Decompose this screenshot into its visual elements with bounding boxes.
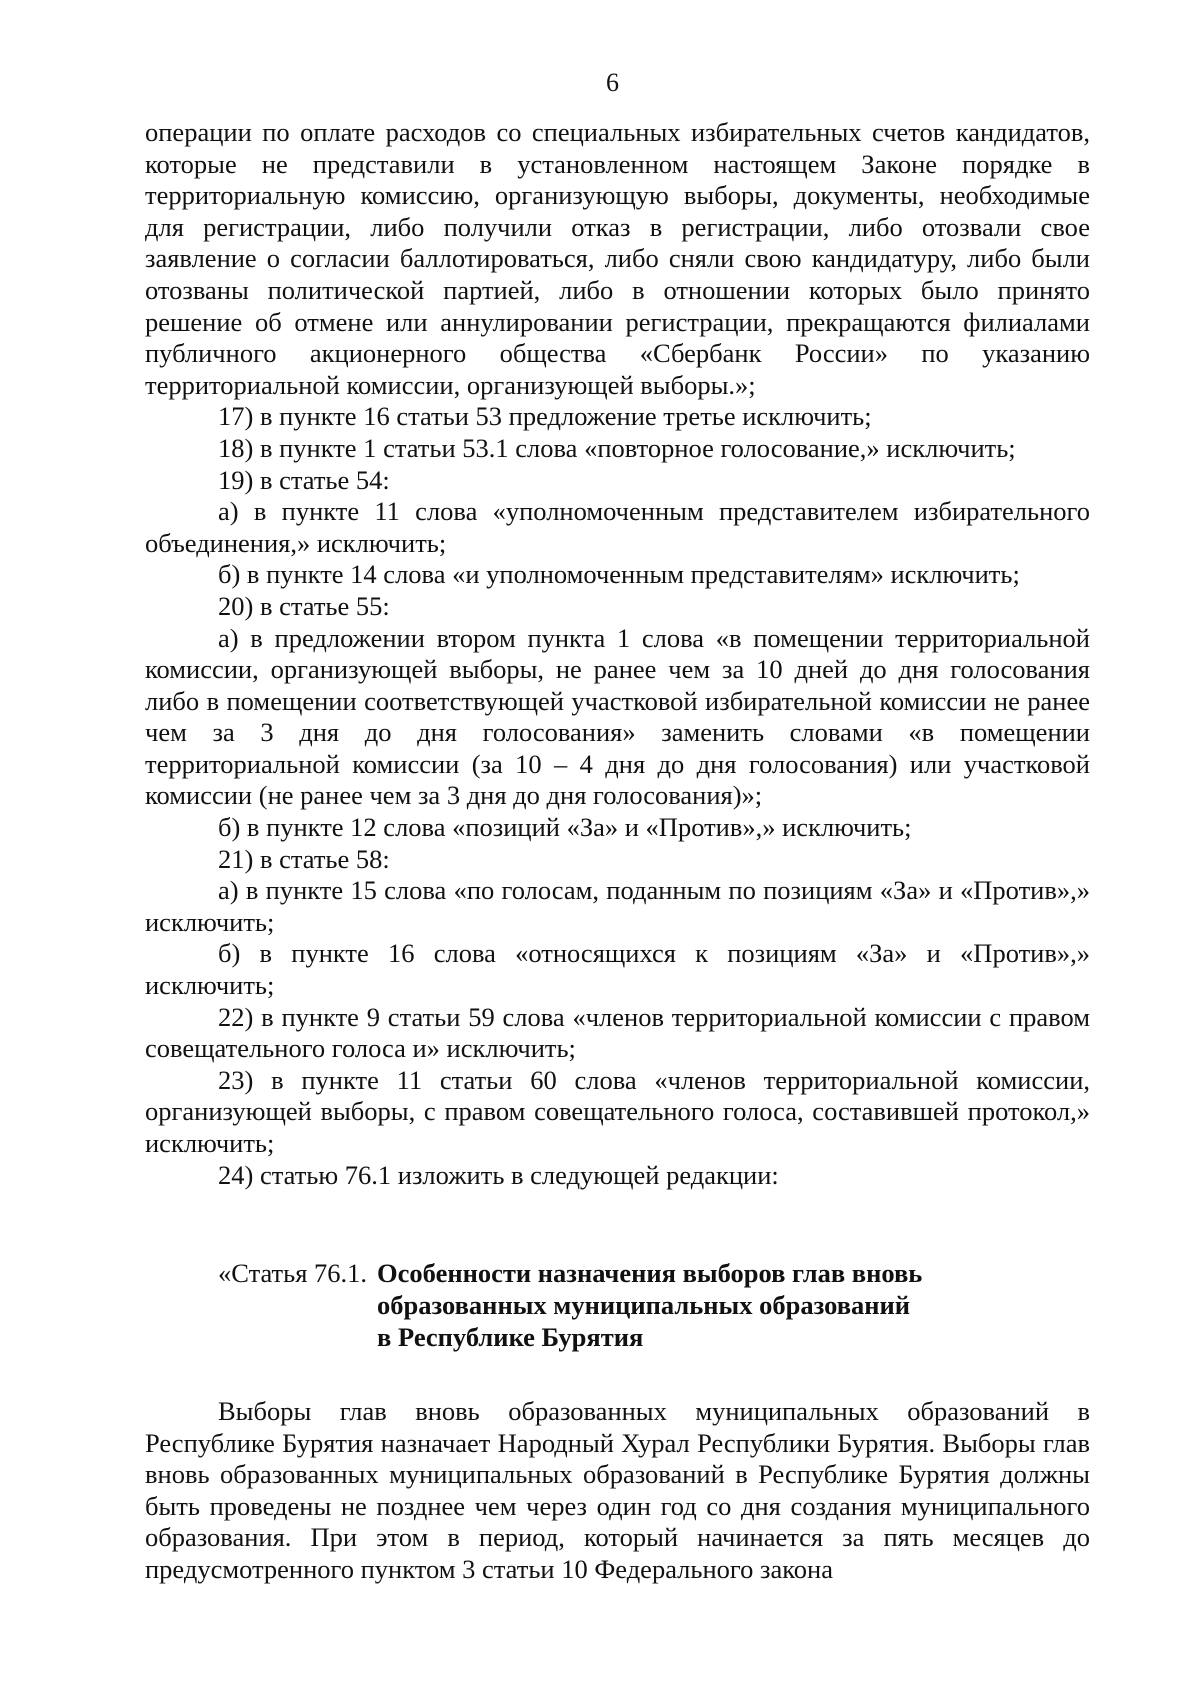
paragraph-item-19a: а) в пункте 11 слова «уполномоченным представителем избирательного объединения,» исключить; <box>145 496 1090 558</box>
paragraph-item-23: 23) в пункте 11 статьи 60 слова «членов территориальной комиссии, организующей выборы, с правом совещательного голоса, составившей протокол,» исключить; <box>145 1064 1090 1158</box>
paragraph-item-18: 18) в пункте 1 статьи 53.1 слова «повторное голосование,» исключить; <box>218 432 1016 463</box>
article-title-line: в Республике Бурятия <box>377 1322 644 1352</box>
article-title-line: образованных муниципальных образований <box>377 1290 911 1320</box>
paragraph-item-20: 20) в статье 55: <box>218 590 390 621</box>
paragraph-item-20b: б) в пункте 12 слова «позиций «За» и «Против»,» исключить; <box>218 812 912 843</box>
page-number: 6 <box>606 68 619 97</box>
paragraph-item-21: 21) в статье 58: <box>218 843 390 874</box>
amendment-list <box>145 117 1090 1191</box>
paragraph-item-22: 22) в пункте 9 статьи 59 слова «членов территориальной комиссии с правом совещательного голоса и» исключить; <box>145 1001 1090 1064</box>
article-body <box>145 1396 1090 1586</box>
paragraph-item-19: 19) в статье 54: <box>218 464 390 495</box>
article-heading <box>218 1257 1098 1353</box>
article-paragraph: Выборы глав вновь образованных муниципальных образований в Республике Бурятия назначает Народный Хурал Республики Бурятия. Выборы глав вновь образованных муниципальных образований в Республике Бурятия должны быть проведены не позднее чем через один год со дня создания муниципального образования. При этом в период, который начинается за пять месяцев до предусмотренного пунктом 3 статьи 10 Федерального закона <box>145 1396 1090 1584</box>
article-title-line: Особенности назначения выборов глав вновь <box>377 1258 923 1288</box>
article-title <box>377 1257 922 1353</box>
paragraph-item-19b: б) в пункте 14 слова «и уполномоченным представителям» исключить; <box>218 559 1020 590</box>
paragraph-item-24: 24) статью 76.1 изложить в следующей редакции: <box>218 1159 779 1190</box>
paragraph-item-21b: б) в пункте 16 слова «относящихся к позициям «За» и «Против»,» исключить; <box>145 938 1090 1001</box>
paragraph-item-17: 17) в пункте 16 статьи 53 предложение третье исключить; <box>218 401 872 432</box>
paragraph-continuation: операции по оплате расходов со специальных избирательных счетов кандидатов, которые не представили в установленном настоящем Законе порядке в территориальную комиссию, организующую выборы, документы, необходимые для регистрации, либо получили отказ в регистрации, либо отозвали свое заявление о согласии баллотироваться, либо сняли свою кандидатуру, либо были отозваны политической партией, либо в отношении которых было принято решение об отмене или аннулировании регистрации, прекращаются филиалами публичного акционерного общества «Сбербанк России» по указанию территориальной комиссии, организующей выборы.»; <box>145 117 1090 400</box>
paragraph-item-21a: а) в пункте 15 слова «по голосам, поданным по позициям «За» и «Против»,» исключить; <box>145 875 1090 937</box>
paragraph-item-20a: а) в предложении втором пункта 1 слова «в помещении территориальной комиссии, организующей выборы, не ранее чем за 10 дней до дня голосования либо в помещении соответствующей участковой избирательной комиссии не ранее чем за 3 дня до дня голосования» заменить словами «в помещении территориальной комиссии (за 10 – 4 дня до дня голосования) или участковой комиссии (не ранее чем за 3 дня до дня голосования)»; <box>145 622 1090 811</box>
article-number: «Статья 76.1. <box>218 1258 368 1288</box>
